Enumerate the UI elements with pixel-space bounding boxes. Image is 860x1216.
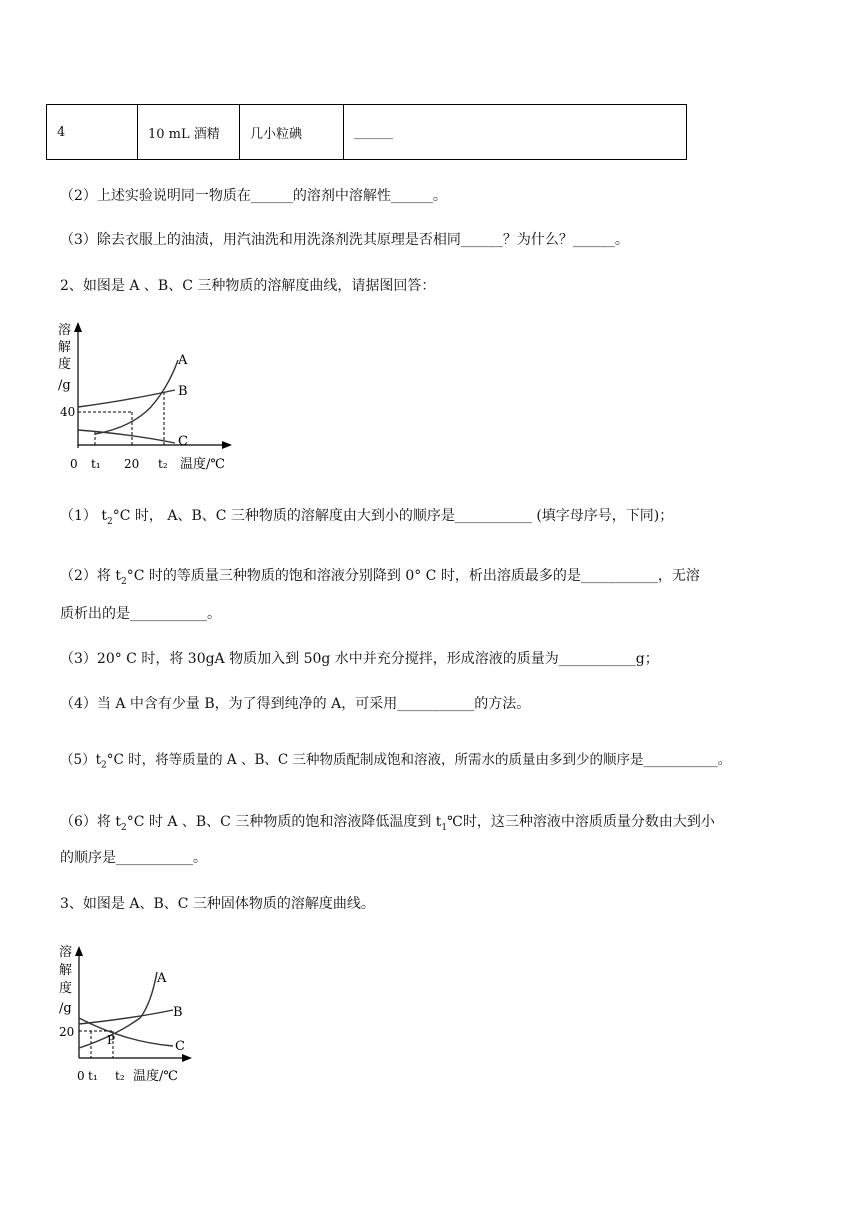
curve-B: [79, 1010, 173, 1024]
q2-sub-6: （6）将 $t_2^\circ C$ 时 A 、B、C 三种物质的饱和溶液降低温度到 $t_1℃$时，这三种溶液中溶质质量分数由大到小: [60, 814, 715, 833]
q1-line-2: （2）上述实验说明同一物质在______的溶剂中溶解性______。: [60, 188, 447, 204]
x-label: 温度/℃: [133, 1069, 178, 1084]
label-C: C: [175, 1039, 185, 1054]
y-tick-40: 40: [60, 405, 76, 419]
q2-intro: 2、如图是 A 、B、C 三种物质的溶解度曲线，请据图回答：: [60, 278, 436, 294]
table-row: [47, 105, 687, 160]
table-cell-solute: 几小粒碘: [240, 105, 344, 160]
y-tick-20: 20: [59, 1025, 75, 1039]
y-axis-arrow: [74, 322, 82, 332]
curve-A: [95, 360, 178, 434]
y-label-1: 溶: [58, 323, 72, 338]
y-label-1: 溶: [59, 945, 73, 960]
q2-sub-5: $(5)t_2^\circ C$ 时，将等质量的 A 、B、C 三种物质配制成饱和溶液，所需水的质量由多到少的顺序是___________。: [60, 752, 732, 771]
y-label-2: 解: [58, 340, 72, 355]
table-cell-num: 4: [47, 105, 138, 160]
y-label-3: 度: [59, 981, 73, 996]
q2-sub-2: （2）将 $t_2^\circ C$ 时的等质量三种物质的饱和溶液分别降到 0° C 时，析出溶质最多的是___________，无溶: [60, 568, 700, 587]
table-cell-result: ______: [344, 105, 687, 160]
x-axis-arrow: [222, 441, 232, 449]
y-label-3: 度: [58, 357, 72, 372]
solubility-chart-2: [55, 938, 205, 1088]
x-tick-20: 20: [124, 457, 140, 471]
curve-C: [78, 430, 175, 443]
q2-sub-6-cont: 的顺序是___________。: [60, 850, 207, 866]
x-axis-arrow: [182, 1054, 192, 1062]
q1-line-3: （3）除去衣服上的油渍，用汽油洗和用洗涤剂洗其原理是否相同______？为什么？______。: [60, 232, 629, 248]
y-label-2: 解: [59, 963, 73, 978]
x-tick-t1: t₁: [88, 1069, 98, 1083]
solubility-chart-1: [50, 318, 250, 476]
curve-B: [78, 390, 175, 407]
y-label-4: /g: [58, 378, 71, 393]
x-origin: 0: [77, 1069, 85, 1083]
label-C: C: [178, 434, 188, 449]
q2-sub-3: （3）20° C 时，将 30gA 物质加入到 50g 水中并充分搅拌，形成溶液的质量为___________g；: [60, 651, 659, 667]
experiment-table: [46, 104, 687, 160]
x-tick-t1: t₁: [91, 457, 101, 471]
label-A: A: [157, 971, 167, 986]
x-tick-t2: t₂: [158, 457, 168, 471]
x-origin: 0: [70, 457, 78, 471]
y-axis-arrow: [75, 946, 83, 956]
q2-sub-4: （4）当 A 中含有少量 B，为了得到纯净的 A，可采用___________的方法。: [60, 696, 531, 712]
x-tick-t2: t₂: [115, 1069, 125, 1083]
label-A: A: [178, 353, 188, 368]
q2-sub-2-cont: 质析出的是___________。: [60, 606, 221, 622]
q2-sub-1: （1） $t_2^\circ C$ 时， A、B、C 三种物质的溶解度由大到小的顺序是___________ (填字母序号，下同)；: [60, 508, 674, 527]
x-label: 温度/℃: [180, 457, 225, 472]
q3-intro: 3、如图是 A、B、C 三种固体物质的溶解度曲线。: [60, 896, 375, 912]
point-P: P: [107, 1033, 116, 1047]
label-B: B: [173, 1005, 183, 1020]
y-label-4: /g: [59, 1001, 72, 1016]
table-cell-solvent: 10 mL 酒精: [138, 105, 240, 160]
label-B: B: [178, 384, 188, 399]
